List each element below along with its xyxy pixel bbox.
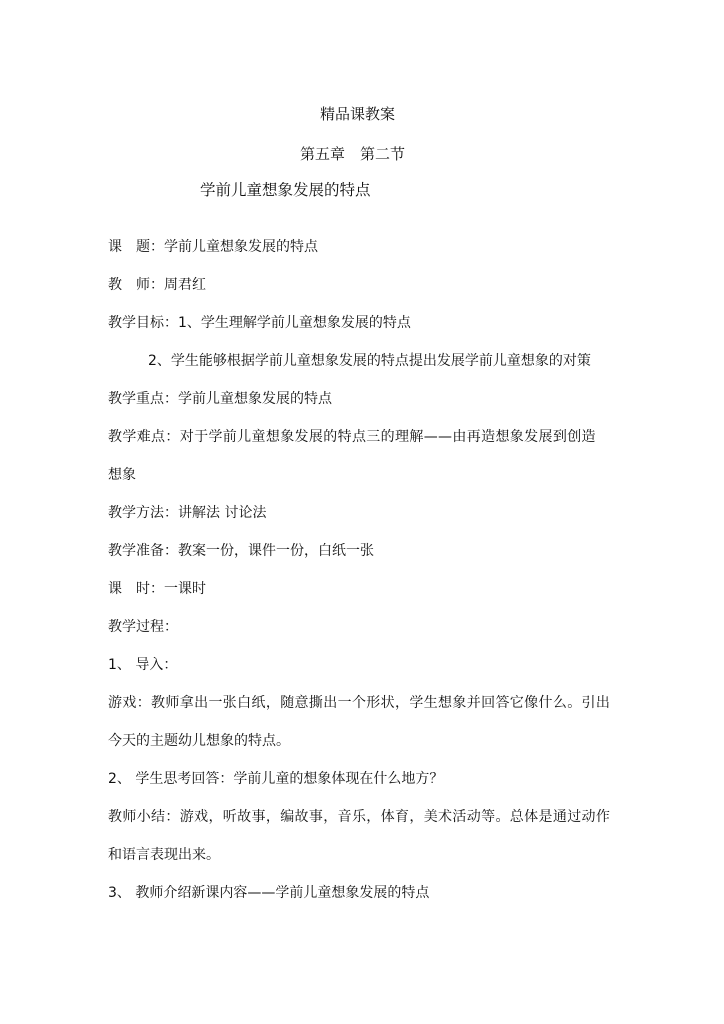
lesson-subtitle: 学前儿童想象发展的特点	[200, 181, 371, 199]
chapter-heading: 第五章 第二节	[300, 145, 406, 163]
step-3-line: 3、 教师介绍新课内容——学前儿童想象发展的特点	[108, 885, 430, 901]
objective-line-1: 教学目标：1、学生理解学前儿童想象发展的特点	[108, 315, 411, 331]
duration-line: 课 时：一课时	[108, 581, 206, 597]
summary-line-1: 教师小结：游戏，听故事，编故事，音乐，体育，美术活动等。总体是通过动作	[108, 809, 611, 825]
objective-line-2: 2、学生能够根据学前儿童想象发展的特点提出发展学前儿童想象的对策	[148, 353, 591, 369]
game-paragraph-line-1: 游戏：教师拿出一张白纸，随意撕出一个形状，学生想象并回答它像什么。引出	[108, 695, 611, 711]
difficulty-line-continued: 想象	[108, 467, 136, 483]
difficulty-line: 教学难点：对于学前儿童想象发展的特点三的理解——由再造想象发展到创造	[108, 429, 596, 445]
topic-line: 课 题：学前儿童想象发展的特点	[108, 239, 318, 255]
teacher-line: 教 师：周君红	[108, 277, 206, 293]
method-line: 教学方法：讲解法 讨论法	[108, 505, 267, 521]
document-title: 精品课教案	[320, 105, 396, 123]
key-point-line: 教学重点：学前儿童想象发展的特点	[108, 391, 332, 407]
game-paragraph-line-2: 今天的主题幼儿想象的特点。	[108, 733, 290, 749]
preparation-line: 教学准备：教案一份，课件一份，白纸一张	[108, 543, 374, 559]
summary-line-2: 和语言表现出来。	[108, 847, 220, 863]
step-2-line: 2、 学生思考回答：学前儿童的想象体现在什么地方？	[108, 771, 444, 787]
process-heading: 教学过程：	[108, 619, 178, 635]
step-1-heading: 1、 导入：	[108, 657, 178, 673]
